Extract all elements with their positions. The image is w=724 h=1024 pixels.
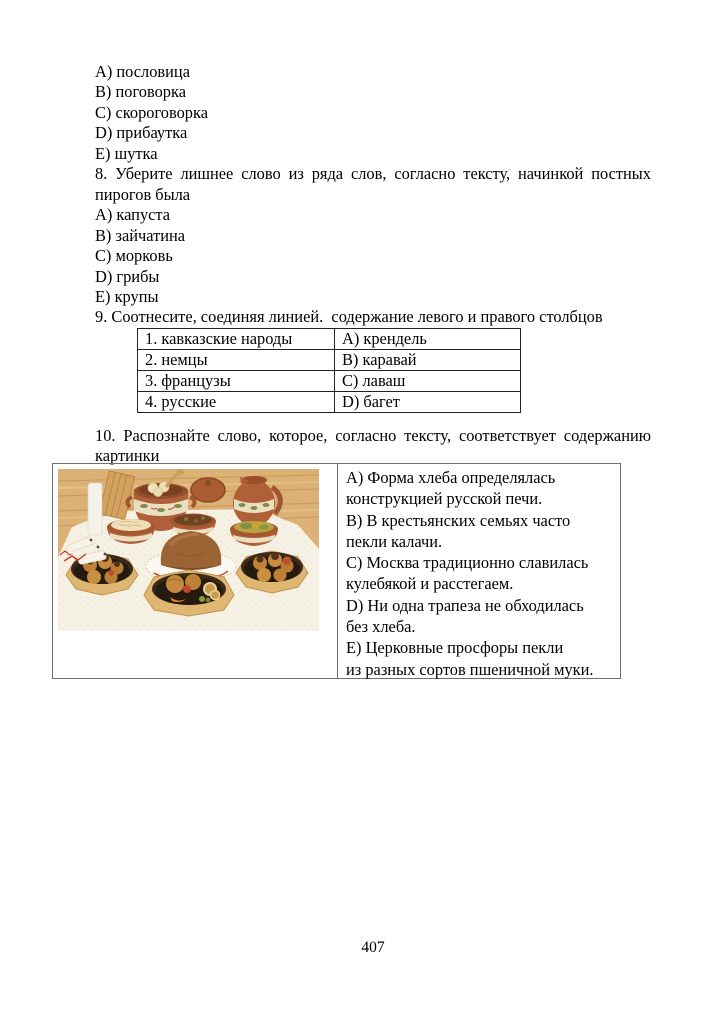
match-table: [137, 328, 521, 413]
answer-option: А) пословица: [95, 62, 190, 81]
answer-option: В) зайчатина: [95, 225, 186, 245]
match-right-cell: С) лаваш: [335, 371, 521, 392]
question10-photo-cell: [53, 464, 338, 678]
question10-options: [338, 464, 620, 678]
answer-option: Е) крупы: [95, 286, 159, 306]
answer-option-line: D) Ни одна трапеза не обходилась: [346, 595, 584, 615]
question8-text: 8. Уберите лишнее слово из ряда слов, согласно тексту, начинкой постных: [95, 164, 651, 184]
answer-option: В) поговорка: [95, 82, 186, 102]
answer-option: D) прибаутка: [95, 123, 188, 143]
match-table-row: [138, 350, 521, 371]
answer-option-line: из разных сортов пшеничной муки.: [346, 659, 594, 679]
match-left-cell: 3. французы: [138, 371, 335, 392]
match-right-cell: D) багет: [335, 392, 521, 413]
page-number: 407: [361, 939, 385, 956]
question9-text: 9. Соотнесите, соединяя линией. содержание левого и правого столбцов: [95, 307, 603, 327]
answer-option-line: А) Форма хлеба определялась: [346, 468, 556, 487]
answer-option: D) грибы: [95, 266, 160, 286]
match-left-cell: 4. русские: [138, 392, 335, 413]
match-table-row: [138, 392, 521, 413]
answer-option-line: кулебякой и расстегаем.: [346, 574, 514, 594]
question8-text-continued: пирогов была: [95, 184, 191, 204]
answer-option-line: В) В крестьянских семьях часто: [346, 510, 571, 530]
answer-option: Е) шутка: [95, 143, 158, 163]
match-table-row: [138, 371, 521, 392]
answer-option-line: конструкцией русской печи.: [346, 489, 543, 509]
match-right-cell: В) каравай: [335, 350, 521, 371]
question10-table: [52, 463, 621, 679]
question10-text-continued: картинки: [95, 446, 160, 466]
match-right-cell: А) крендель: [335, 329, 521, 350]
match-left-cell: 1. кавказские народы: [138, 329, 335, 350]
question10-text: 10. Распознайте слово, которое, согласно тексту, соответствует содержанию: [95, 426, 651, 445]
answer-option: А) капуста: [95, 205, 171, 225]
answer-option: С) скороговорка: [95, 102, 208, 122]
answer-option-line: С) Москва традиционно славилась: [346, 553, 589, 573]
match-table-row: [138, 329, 521, 350]
match-left-cell: 2. немцы: [138, 350, 335, 371]
question10-heading: [95, 426, 651, 467]
answer-option-line: пекли калачи.: [346, 531, 443, 551]
question10-photo: [58, 469, 319, 631]
page-text-block: [95, 62, 651, 328]
answer-option-line: Е) Церковные просфоры пекли: [346, 638, 564, 658]
answer-option: С) морковь: [95, 246, 173, 266]
answer-option-line: без хлеба.: [346, 617, 416, 637]
